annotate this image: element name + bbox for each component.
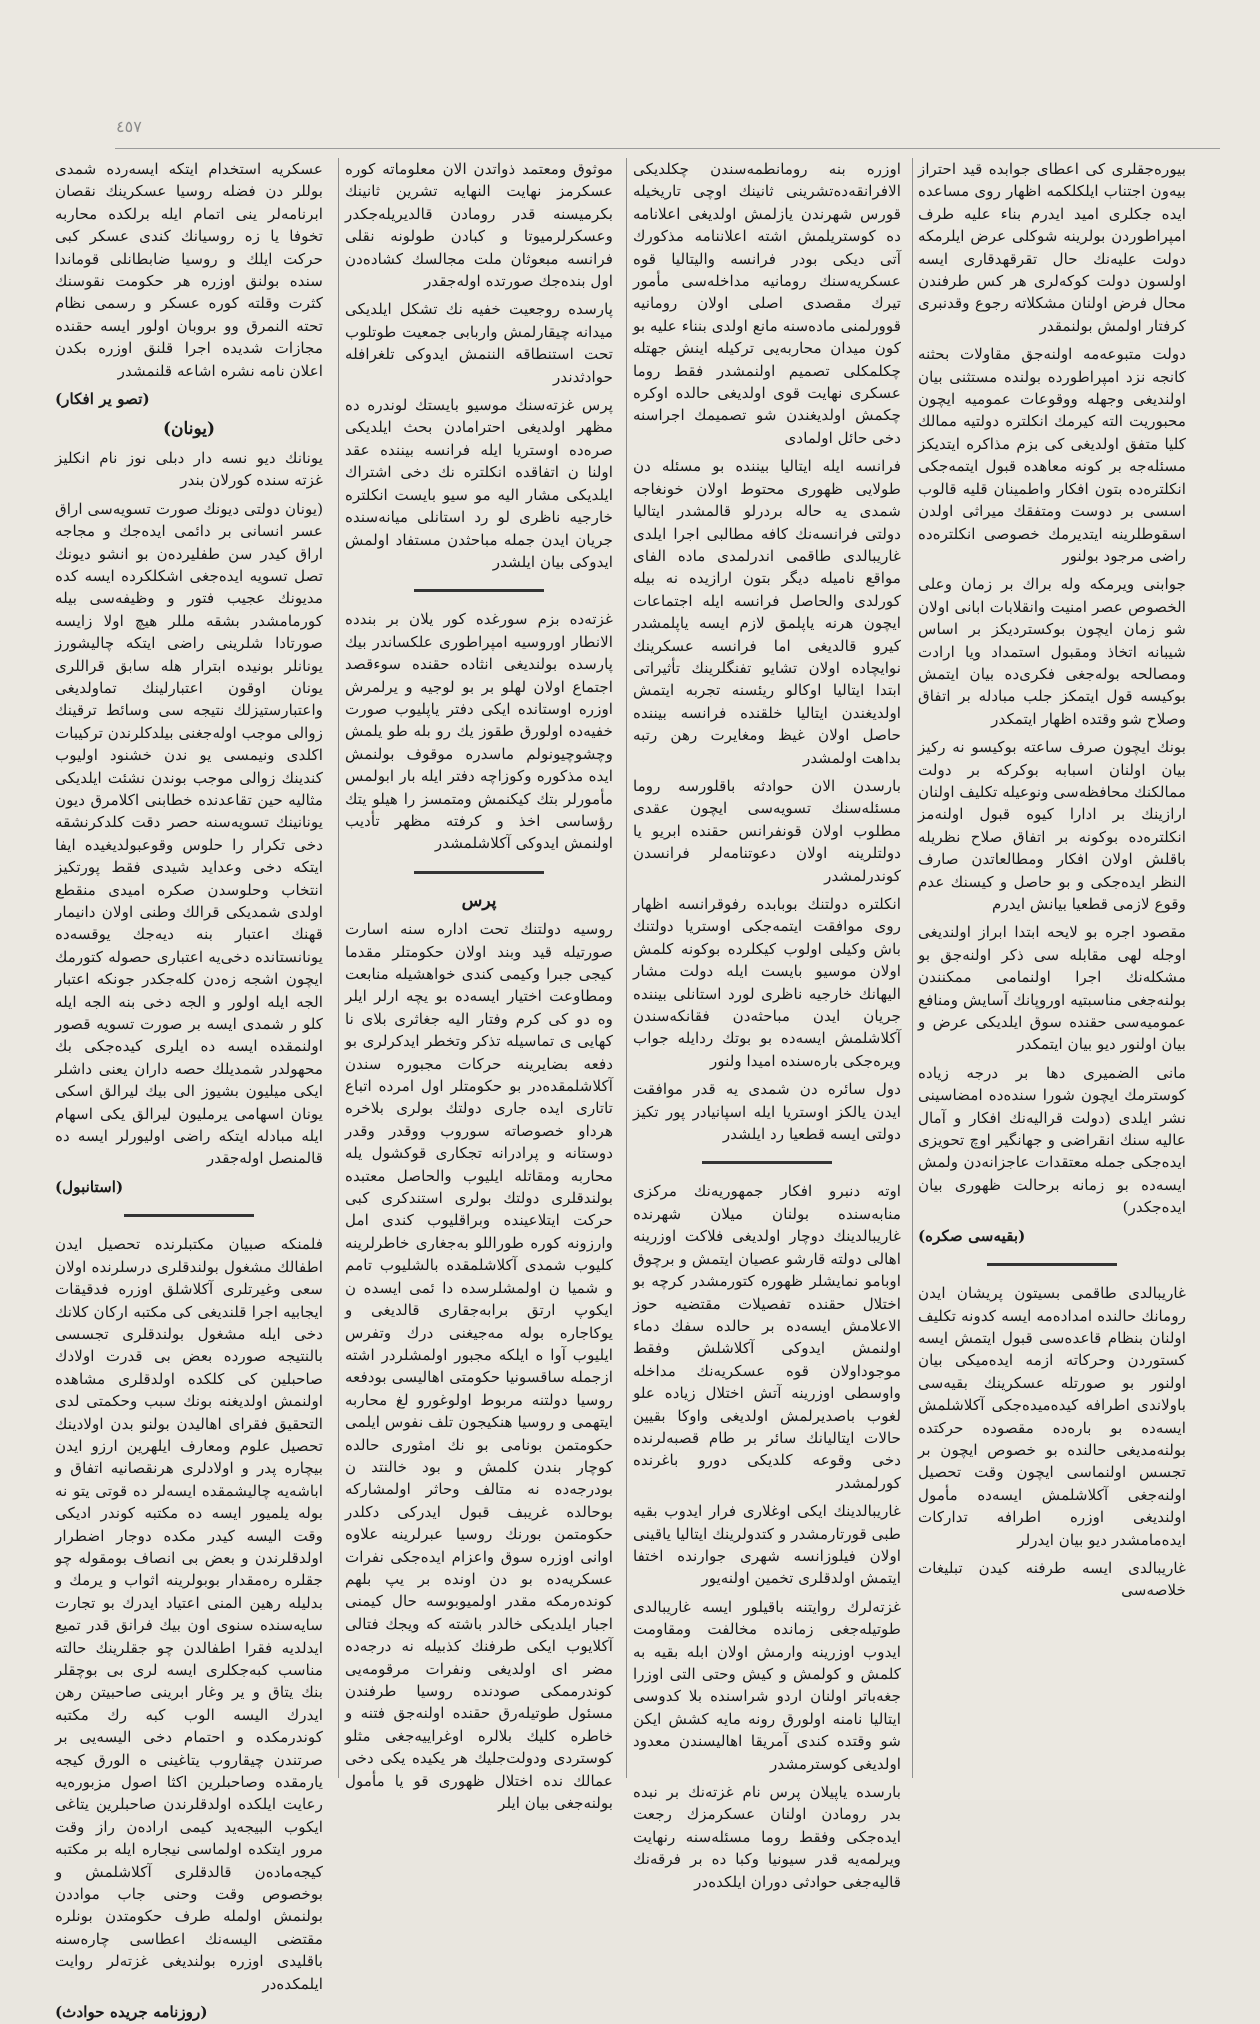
article-paragraph: فلمنكه صبیان مكتبلرنده تحصیل ایدن اطفالك مشغول بولندقلری درسلرنده اولان سعی وغیرتلری آكلاشلق اوزره فدقیقات ایجابیه اجرا قلندیغی كی مكتبه اركان كلانك دخی ایله مشغول بولندقلری تجسسی بالنتیجه صورده بعض بی قدرت اولادك صاحبلین كی كلكده اولدقلری مشاهده اولنمش اولدیغنه بونك سبب وحكمتی لدی التحقیق فقرای اهالیدن بولنو بدن اولادینك تحصیل علوم ومعارف ایلهرین ارزو ایدن بیچاره پدر و اولادلری هرنقصانیه اتفاق و اباشه‌یه چالیشمقده‌ ایسه‌لر ده قوتی یتو نه بوله‌ یلمیور ایسه ده مكتبه كوندر ادیكی وقت الیسه‌ كیدر مكده دوجار اضطرار اولدقلرندن و بعض بی انصاف بومقوله چو جقلره ره‌مقدار بوبولرینه اثواب و یرمك و بدلیله رهین المنی اعتیاد ایدرك بو تجارت سایه‌سنده سنوی اون بیك فرانق قدر تمیع ایدلدیه فقرا اطفالدن چو جقلرینك حالته مناسب كبه‌جكلری ایسه لری بی بوچقلر بنك یتاق و یر وغار ابرینی صاحبیتن رهن ایدرك الیسه الوب كبه رك مكتبه كوندرمكده و احتمام دخی‌ الیسه‌یی بر صرتندن چیقاروب یتاغینی ه الورق كیجه یارمقده وصاحبلرین اكثا اصول مزبوره‌یه رعایت ایلكده اولدقلرندن صاحبلرین یتاغی ایکوب البیجه‌ید كیمی اراده‌ن راز وقت مرور ایتكده اولماسی نیجاره ایله بر مكتبه كیجه‌ماده‌ن قالدقلری آكلاشلمش و بوخصوص وقت وحنی جاب مواددن بولنمش اولمله طرف حكومتدن بونلره مقتضی الیسه‌نك اعطاسی چاره‌سنه باقلیدی اوزره بولندیغی غزته‌لر روایت ایلمكده‌در bbox=[55, 1235, 323, 1993]
article-paragraph: بارسدن الان حوادثه باقلورسه روما مسئله‌سنك تسویه‌سی ایچون عقدی مطلوب اولان قونفرانس حقنده ابریو یا دولتلرینه اولان دعوتنامه‌لر فرانسدن كوندرلمشدر bbox=[633, 776, 901, 885]
article-paragraph: مقصود اجره بو لایحه ابتدا ابراز اولندیغی اوجله لهی مقابله سی ذكر اولنه‌جق بو مشكله‌نك اجرا اولنمامی ممكنندن بولنه‌جغی مناسبتیه اوروپانك آسایش ومنافع عمومیه‌سی حقنده سوق ایلدیكی عرض و بیان اولنور دیو بیان ایتمكدر bbox=[918, 923, 1186, 1054]
section-separator bbox=[987, 1263, 1117, 1266]
article-paragraph: بیوره‌جقلری كی اعطای جوابده قید احتراز بیه‌ون اجتناب ایلكلكمه اظهار روی مساعده ایده جكلری امید ایدرم بناء علیه طرف امپراطوردن بولرینه شوکلی عرض ایلرمكه دولت علیه‌نك حال تقرقهدقاری ایسه اولسون دولت كوكه‌لری هر كس طرفندن محال فرض اولنان مشكلاته رجوع وقدنبری كرفتار اولمش بولنمقدر bbox=[918, 160, 1186, 335]
article-paragraph: دولت متبوعه‌مه اولنه‌جق مقاولات بحثنه كانجه نزد امپراطورده بولنده مستثنی بیان اولندیغی وجهله ووقوعات عمومیه ایچون محبوریت الته كیرمك انكلتره دولتیه ممالك كلیا متفق اولدیغی كی بزم مذاكره ایتدیكز مسئله‌جه بر كونه معاهده قبول ایتمه‌جكی انكلتره‌ده بتون افكار واطمینان قلیه قالوب اسسی بر دوست ومتفقك میراثی اولدن اسقوطلرینه ایتدیرمك خصوصی انكلتره‌ده راضی مرجود بولنور bbox=[918, 345, 1186, 565]
page-number: ٤٥٧ bbox=[116, 117, 142, 136]
article-paragraph: غزته‌ده بزم سورغده كور یلان بر بندده الانطار اوروسیه امپراطوری علكساندر بیك پارسده بولندیغی انثاده حقنده سوءقصد اجتماع اولان لهلو بر بو لوجیه و یرلمرش اوزره اوستانده ایكی دفتر یاپلیوب صورت خفیه‌ده اولورق طقوز یك رو بله طو یلمش وچشوچیونولم ماسدره موقوف بولنمش ایده مذكوره وكوزاچه دفتر ایله بار ابولمس مأمورلر بتك كیكنمش ومتمسز را هیلو یتك رؤساسی اخذ و كرفته مظهر تأدیب اولنمش ایدوكی آكلاشلمشدر bbox=[345, 610, 613, 853]
article-signature: (تصو یر افكار) bbox=[55, 390, 150, 409]
article-paragraph: پارسده روجعیت خفیه نك تشكل ایلدیكی میدانه چیقارلمش واربابی جمعیت طوتلوب تحت استنطاقه الننمش ایدوكی تلغرافله حوادثدندر bbox=[345, 300, 613, 386]
column-2 bbox=[633, 158, 901, 1891]
article-signature: (روزنامه‌ جریده حوادث) bbox=[55, 2003, 208, 2022]
article-paragraph: مانی الضمیری دها بر درجه زیاده كوسترمك ایچون شورا سنده‌ده امضاسینی نشر ایلدی (دولت قرالیه‌نك افكار و آمال عالیه‌ سنك انقراضی و جهانگیر اوچ تحویزی ایده‌جكی جمله معتقدات عاجزانه‌دن ولمش ایسه‌ده بو زمانه برحالت ظهوری بیان ایده‌جكدر) bbox=[918, 1063, 1186, 1217]
article-signature: (بقیه‌سی صكره) bbox=[918, 1226, 1026, 1245]
article-paragraph: یونانك دیو نسه دار دبلی نوز نام انكلیز غزته سنده كورلان بندر bbox=[55, 448, 323, 490]
article-paragraph: عسكریه استخدام ایتكه ایسه‌رده شمدی بوللر دن فضله روسیا عسكرینك نقصان ابرنامه‌لر ینی اتمام ایله برلكده محاربه‌ تخوفا یا زه روسیانك كندی عسكر كبی حركت ایلك و روسیا ضابطانلی قوماندا سنده بولنق اوزره هر حكومت نقوسنك كثرت وقلته كوره عسكر و رسمی نظام تحته النمرق وو بروبان اولور ایسه حقنده مجازات شدیده‌ اجرا قلنق اوزره بكدن اعلان نامه‌ نشره اشاعه قلنمشدر bbox=[55, 160, 323, 380]
article-paragraph: انكلتره دولتنك بوبابده رفوقرانسه اظهار روی موافقت ایتمه‌جكی اوستریا دولتنك باش وكیلی اولوب كیكلرده بوكونه كلمش اولان موسیو بایست ایله دولت مشار الیهانك خارجیه ناظری لورد استانلی بیننده جریان ایدن مباحثه‌دن فقانكه‌سندن آكلاشلمش ایسه‌ده بو بوتك ردایله جواب ویره‌جكی باره‌سنده‌ امیدا ولنور bbox=[633, 895, 901, 1070]
article-paragraph: غاریبالدینك ایكی اوغلاری فرار ایدوب بقیه‌ طبی قورتارمشدر و كتدولرینك ایتالیا یاقینی اولان فیلوزانسه شهری جوارنده اختفا ایتمش اولدقلری تخمین اولنه‌یور bbox=[633, 1502, 901, 1588]
section-heading: پرس bbox=[461, 890, 497, 911]
article-paragraph: جوابنی ویرمكه وله براك بر زمان وعلی الخصوص عصر امنیت وانقلابات ابانی اولان شو زمان ایچون بوكستردیكز بر اساس شیبانه اتخاذ ومقبول استمداد ویا ارادت ومصالحه بوله‌جغی فكری‌ده بیان ایتمش بوكیسه قول ایتمكز جلب مبادله بر اتفاق وصلاح شو وقتده اظهار ایتمكدر bbox=[918, 575, 1186, 728]
article-paragraph: بارسده یاپیلان پرس نام غزته‌نك بر نبده بدر رومادن اولنان عسكرمزك رجعت ایده‌جكی وفقط روما مسئله‌سنه رنهایت ویرلمه‌یه قدر سیونیا وكبا ده بر فرقه‌نك قالیه‌جغی حوادثی دوران ایلكده‌در bbox=[633, 1783, 901, 1891]
section-separator bbox=[702, 1161, 832, 1164]
article-paragraph: دول سائره دن شمدی یه قدر موافقت ایدن یالكز اوستریا ایله اسپانیادر پور تكیز دولتی ایسه قطعیا رد ایلشدر bbox=[633, 1080, 901, 1144]
column-4 bbox=[55, 158, 323, 2022]
article-paragraph: غاریبالدی ایسه طرفنه كیدن تبلیغات خلاصه‌سی bbox=[918, 1558, 1186, 1600]
column-divider bbox=[626, 158, 627, 1778]
column-1 bbox=[918, 158, 1186, 1778]
article-paragraph: اوته دنبرو افكار جمهوریه‌نك مركزی منابه‌سنده بولنان میلان شهرنده غاریبالدینك دوچار اولدیغی فلاكت اوزرینه اهالی دولته قارشو عصیان ایتمش و برچوق اوبامو نمایشلر ظهوره كتورمشدر كرچه بو اختلال حقنده تفصیلات مقتضیه حوز الاعلامش ایسه‌ده بر حالده سفك دماء اولنمش ایدوكی آكلاشلش وفقط موجوداولان قوه عسكریه‌نك مداخله واوسطی اوزرینه آتش اختلال زیاده علو لغوب باصدیرلمش اولدیغی واوكا بقیین حالات ایتالیانك سائر بر طام قصبه‌لرنده دخی وقوعه كلدیكی دورو باغرنده كورلمشدر bbox=[633, 1182, 901, 1492]
article-paragraph: (یونان دولتی دیونك صورت تسویه‌سی اراق عسر انسانی بر دائمی ایده‌جك و مجاجه اراق كیدر سن طفلیرده‌ن بو انشو دیونك تصل تسویه ایده‌جغی اشكلكرده‌ ایسه كده مدیونك عجیب فتور و وظیفه‌سی بیله كورمامشدر بشقه مللر هیچ اولا زایسه صورتادا شلرینی راضی ایتكه چالیشورز یونانلر بونیده ابترار هله سابق قراللری یونان اوقون اعتبارلینك تماولدیغی واعتبارستیزلك نتیجه سی وسائط ترقینك زوالی موجب اوله‌جغنی بیلدكلرندن تركیبات اكلدی ونیمسی یو ندن خشنود اولیوب كندینك زوالی موجب بوندن نشئت ایلدیكی مثالیه حین تقاعدنده خطابنی اكلامرق دیون یونانینك تسویه‌سنه حصر دقت كلدكرنشقه دخی تكرار را حلوس وقوعبولدیغیده ایفا ایتكه دخی وعداید شیدی فقط پورتكیز انتخاب وحلوسدن صكره امیدی منقطع اولدی شمدیكی قرالك وطنی اولان دانیمار قهنك اعتبار بنه دیه‌جك یوقسه‌ده یونانستانده دخی‌یه اعتباری حصوله كتورمك ایچون اشجه زه‌دن كله‌جكدر جونكه اعتبار الجه ایله اولور و الجه دخی بنه الجه ایله كلو ر شمدی ایسه بر صورت تسویه قصور اولنمقده ایسه ده ایلری كیده‌جكی بك محهولدر شمدیلك حصه داران یعنی داشلر ایكی میلیون بشیوز الی بیك لیرالق اسكی یونان اسهامی یرملیون لیرالق یكی اسهام‌ ایله مبادله ایتكه راضی اولیورلر ایسه ده قالمنصل اوله‌جقدر bbox=[55, 499, 323, 1168]
column-3 bbox=[345, 158, 613, 1813]
article-paragraph: بونك ایچون صرف ساعته بوكیسو نه ركیز بیان اولنان اسبابه بوكركه بر دولت ممالكنك محافظه‌سی ونوعیله تكلیف اولنان ارازینك بر ادارا كیوه قبول اولنه‌مز انكلتره‌ده بوكونه بر اتفاق صلاح نظریله باقلش اولان افكار ومطالعاتدن صارف النظر ایده‌جكی و بو حاصل و كیسنك عدم وقوع لازمی قطعیا بیانش ایدرم bbox=[918, 738, 1186, 913]
article-paragraph: روسیه دولتنك تحت اداره سنه اسارت صورتیله قید وبند اولان حكومتلر مقدما كیجی جبرا وكیمی كندی خواهشیله منابعت ومطاوعت اختیار ایسه‌ده بو یچه ارلر ایلر وه دو كی كرم وفتار الیه جغاثری بلای نا كهایی ی تماسیله تذكر وتخطر ایدكرلری بو دفعه بضایرینه حركات مجبوره سندن آكلاشلمقده‌در بو حكومتلر اول امرده اتباع تاتاری ایده جاری دولتك بولری بلاخره هرداو خصوصاته سوروب ووقدر وقدر دوستانه و پرادرانه تجكاری قوكشول یله محاربه ومقاتله ایلیوب والحاصل معتبده بولندقلری دولتك بولری استندكری كبی حركت ایتلاعینده وبراقلیوب كندی امل وارزونه كوره طوراللو به‌جغاری خاطرلرینه كلیوب شمدی آكلاشلمقده بالشلیوب تامم و شمیا ن اولمشلرسده دا ئمی ایسده ن ایكوپ ارتق برابه‌جقاری قالدیغی و یوكاجاره بوله مه‌جیغنی درك وتفرس ایلیوب آوا ه ایلكه مجبور اولمشلردر اشته ازجمله ساقسونیا حكومتی اهالیسی بودفعه روسیا دولتنه مربوط اولوغورو لغ محاربه ایتهمی و روسیا هنكیجون تلف نفوس ایلمی حكومتمن بونامی بو نك امثوری حالده كوچار بندن كلمش و بود خالنتد ن بودرجه‌ده نه‌ متالف وحاثر اولمشاركه بوحالده غریبف قبول ایدركی دكلدر حكومتمن بورنك روسیا عبرلرینه علاوه اوانی اوزره سوق واعزام ایده‌جكی نفرات عسكریه‌ده بو دن اونده بر یپ بلهم كونده‌رمكه مقدر اولمیوبوسه حال كیمنی اجبار ایلدیكی خالدر باشته كه ویجك فتالی آكلایوب ایكی طرفنك كذبیله نه درجه‌ده مضر ای اولدیغی ونفرات مرقومه‌یی كوندرممكی صودنده روسیا طرفندن مسئول طوتیله‌رق حقنده اولنه‌جق فتنه و خاطره كلیك بلالره اوغراییه‌جغی مثلو كوستردی ودولت‌جلیك هر یكیده یكی دخی عمالك نده اختلال ظهوری قو یا مأمول بولنه‌جغی بیان ایلر bbox=[345, 920, 613, 1813]
article-paragraph: فرانسه ایله ایتالیا بیننده بو مسئله دن طولایی ظهوری محتوط اولان خونغاجه شمدی یه حاله بردرلو قالمشدر ایتالیا دولتی فرانسه‌نك كافه مطالبی اجرا ایلدی غاریبالدی طاقمی اندرلمدی ماده الفای مواقع نامیله دیگر بتون ارازیده نه بیله كورلدی والحاصل فرانسه ایله اجتماعات ایچون هرنه یاپلمق لازم ایسه یاپلمشدر كیرو قالدیغی اما فرانسه عسكرینك نوایچاده اولان تشایو تفنگلرینك تأثیراتی ابتدا ایتالیا اوكالو ریئسنه تجربه ایتمش اولدیغندن ایتالیا خلقنده فرانسه بیننده حاصل اولان غیظ ومغایرت رهن رتبه بداهت اولمشدر bbox=[633, 457, 901, 767]
article-signature: (استانبول) bbox=[55, 1177, 124, 1196]
article-paragraph: غزته‌لرك روایتنه باقیلور ایسه غاریبالدی طوتیله‌جغی زمانده مخالفت ومقاومت ایدوب اوزرینه وارمش اولان ابله بقیه به كلمش و كولمش و كیش وحتی التی اوزرا جغه‌باتر اولنان اردو شراسنده بلا كدوسی ایتالیا نامنه اولورق رونه مایه كشش ایكن شو وقتده كندی آمریقا اهالیسندن معدود اولدیغی كوسترمشدر bbox=[633, 1597, 901, 1773]
section-heading: (یونان) bbox=[163, 419, 215, 440]
article-paragraph: موثوق ومعتمد ذواتدن الان معلوماته كوره عسكرمز نهایت النهایه تشرین ثانینك بكرمیسنه قدر رومادن قالدیریله‌جكدر وعسكرلرمیوتا و كبادن طولونه نقلی فرانسه مبعوثان ملت مجالسك كشاده‌دن اول بنده‌جك صورتده اوله‌جقدر bbox=[345, 160, 613, 291]
column-divider bbox=[912, 158, 913, 1778]
article-paragraph: پرس غزته‌سنك موسیو بایستك لوندره ده مظهر اولدیغی احترامادن بحث ایلدیكی صره‌ده اوستریا ایله فرانسه بیننده عقد اولنا ن اتفاقده انكلتره نك دخی اشتراك ایلدیكی مشار الیه مو سیو بایست انكلتره خارجیه ناظری لو رد استانلی میانه‌سنده جریان ایدن جمله مباحثدن مستفاد اولمش ایدوكی بیان ایلشدر bbox=[345, 396, 613, 571]
section-separator bbox=[414, 589, 544, 592]
article-paragraph: غاریبالدی طاقمی بسیتون پریشان ایدن رومانك حالنده امداده‌مه ایسه كدونه تكلیف اولنان بنظام قاعده‌سی قبول ایتمش ایسه كستوردن وحركاته ازمه ایده‌میكی بیان اولنور بو صورتله عسكرینك بقیه‌سی باولاندی اطرافه كیده‌میده‌جكی آكلاشلمش ایسه‌ده بو باره‌ده مقصوده حركتده بولنه‌مدیغی حالنده بو خصوص ایچون بر تجسس اولنماسی ایچون وقت تحصیل اولنه‌جغی آكلاشلمش ایسه‌ده مأمول اولندیغی اوزره اطرافه تداركات ایده‌مامشدر دیو بیان ایدرلر bbox=[918, 1284, 1186, 1549]
section-separator bbox=[414, 871, 544, 874]
article-paragraph: اوزره بنه رومانطمه‌سندن چكلدیكی الافرانقه‌ده‌تشرینی ثانینك اوچی تاریخیله قورس شهرندن یازلمش اولدیغی اعلانامه ده كوستریلمش اشته اعلاننامه مذكورك آتی دیكی بودر فرانسه والیتالیا قوه عسكریه‌سنك رومانیه مداخله‌سی مأمور تیرك مقصدی اصلی اولان رومانیه قوورلمنی ماده‌سنه مانع اولدی بنناء علیه بو كون میدان محاربه‌یی تركیله اینش جهتله چكلمكلی تصمیم اولنمشدر فقط روما عسكری نهایت قوی اولدیغی حالده اوكره چكمش اولدیغندن شو تصمیمك اجراسنه دخی حائل اولمادی bbox=[633, 160, 901, 447]
section-separator bbox=[124, 1214, 254, 1217]
column-divider bbox=[338, 158, 339, 1778]
header-rule bbox=[115, 148, 1220, 149]
